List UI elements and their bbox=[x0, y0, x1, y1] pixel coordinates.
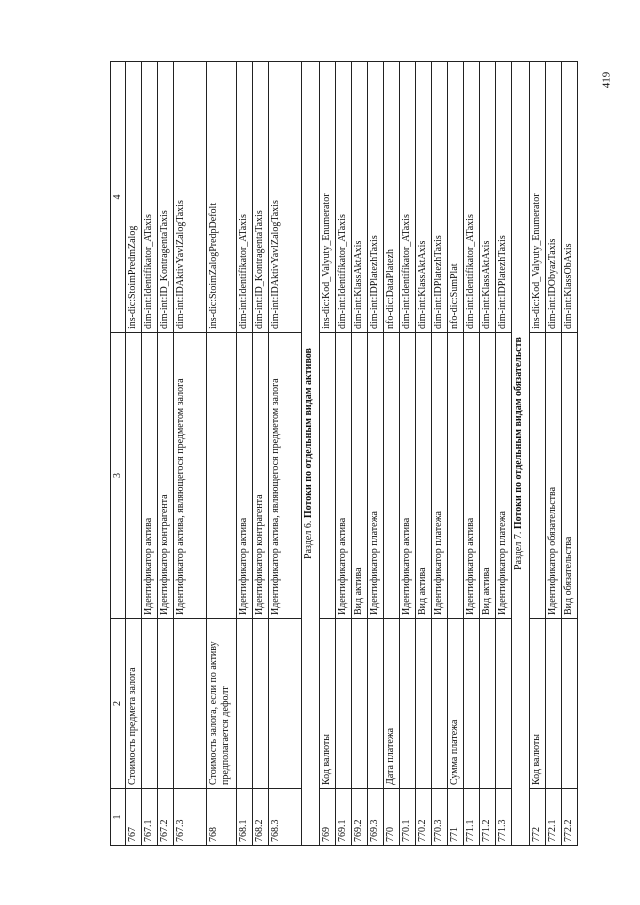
dimension-name: Идентификатор актива bbox=[336, 333, 352, 619]
taxonomy-element: dim-int:IDAktivYavlZalogTaxis bbox=[269, 62, 302, 333]
row-number: 770.1 bbox=[400, 789, 416, 846]
row-number: 770.3 bbox=[432, 789, 448, 846]
indicator-name bbox=[416, 619, 432, 789]
taxonomy-element: nfo-dic:DataPlatezh bbox=[384, 62, 400, 333]
row-number: 772.2 bbox=[562, 789, 578, 846]
dimension-name bbox=[126, 333, 142, 619]
row-number: 768.3 bbox=[269, 789, 302, 846]
row-number: 768.2 bbox=[253, 789, 269, 846]
table-row bbox=[400, 62, 416, 846]
taxonomy-element: dim-int:IDPlatezhTaxis bbox=[496, 62, 512, 333]
table-row bbox=[352, 62, 368, 846]
dimension-name: Идентификатор платежа bbox=[432, 333, 448, 619]
table-body bbox=[111, 62, 578, 846]
dimension-name: Идентификатор платежа bbox=[368, 333, 384, 619]
indicator-name bbox=[253, 619, 269, 789]
indicator-name bbox=[237, 619, 253, 789]
row-number: 767.1 bbox=[142, 789, 158, 846]
indicator-name bbox=[352, 619, 368, 789]
taxonomy-element: dim-int:Identifikator_ATaxis bbox=[400, 62, 416, 333]
table-row bbox=[432, 62, 448, 846]
dimension-name: Идентификатор актива bbox=[400, 333, 416, 619]
taxonomy-element: dim-int:KlassAktAxis bbox=[480, 62, 496, 333]
taxonomy-element: dim-int:ID_KontragentaTaxis bbox=[253, 62, 269, 333]
taxonomy-element: nfo-dic:SumPlat bbox=[448, 62, 464, 333]
row-number: 770 bbox=[384, 789, 400, 846]
page-number bbox=[596, 60, 616, 100]
row-number: 772 bbox=[530, 789, 546, 846]
page-number-text: 419 bbox=[600, 71, 612, 89]
taxonomy-element: dim-int:ID_KontragentaTaxis bbox=[158, 62, 174, 333]
indicator-name bbox=[142, 619, 158, 789]
indicator-name: Сумма платежа bbox=[448, 619, 464, 789]
attribute-table bbox=[110, 61, 578, 846]
indicator-name bbox=[562, 619, 578, 789]
table-row bbox=[253, 62, 269, 846]
indicator-name bbox=[158, 619, 174, 789]
indicator-name bbox=[336, 619, 352, 789]
dimension-name: Вид актива bbox=[416, 333, 432, 619]
row-number: 769 bbox=[320, 789, 336, 846]
table-row bbox=[126, 62, 142, 846]
section-prefix: Раздел 7. bbox=[513, 529, 524, 570]
indicator-name bbox=[174, 619, 207, 789]
indicator-name bbox=[546, 619, 562, 789]
table-row bbox=[464, 62, 480, 846]
row-number: 769.3 bbox=[368, 789, 384, 846]
taxonomy-element: dim-int:Identifikator_ATaxis bbox=[142, 62, 158, 333]
taxonomy-element: dim-int:KlassAktAxis bbox=[352, 62, 368, 333]
table-row bbox=[336, 62, 352, 846]
table-row bbox=[269, 62, 302, 846]
table-row bbox=[546, 62, 562, 846]
header-col-1: 1 bbox=[111, 789, 126, 846]
indicator-name: Стоимость залога, если по активу предполагается дефолт bbox=[207, 619, 237, 789]
taxonomy-element: dim-int:Identifikator_ATaxis bbox=[237, 62, 253, 333]
section-name: Потоки по отдельным видам активов bbox=[303, 348, 314, 519]
taxonomy-element: dim-int:IDPlatezhTaxis bbox=[432, 62, 448, 333]
taxonomy-element: ins-dic:Kod_Valyuty_Enumerator bbox=[320, 62, 336, 333]
table-row bbox=[320, 62, 336, 846]
table-row bbox=[562, 62, 578, 846]
dimension-name: Идентификатор актива, являющегося предметом залога bbox=[174, 333, 207, 619]
taxonomy-element: dim-int:IDObyazTaxis bbox=[546, 62, 562, 333]
dimension-name: Вид актива bbox=[480, 333, 496, 619]
row-number: 769.2 bbox=[352, 789, 368, 846]
table-row bbox=[158, 62, 174, 846]
dimension-name: Идентификатор актива bbox=[237, 333, 253, 619]
table-row bbox=[480, 62, 496, 846]
taxonomy-element: ins-dic:StoimZalogPredpDefolt bbox=[207, 62, 237, 333]
row-number: 772.1 bbox=[546, 789, 562, 846]
dimension-name: Идентификатор контрагента bbox=[253, 333, 269, 619]
indicator-name: Код валюты bbox=[320, 619, 336, 789]
indicator-name: Код валюты bbox=[530, 619, 546, 789]
taxonomy-element: dim-int:Identifikator_ATaxis bbox=[464, 62, 480, 333]
dimension-name: Идентификатор контрагента bbox=[158, 333, 174, 619]
row-number: 771.1 bbox=[464, 789, 480, 846]
taxonomy-element: ins-dic:Kod_Valyuty_Enumerator bbox=[530, 62, 546, 333]
row-number: 768 bbox=[207, 789, 237, 846]
table-row bbox=[448, 62, 464, 846]
header-col-2: 2 bbox=[111, 619, 126, 789]
table-row bbox=[174, 62, 207, 846]
dimension-name bbox=[448, 333, 464, 619]
dimension-name bbox=[384, 333, 400, 619]
header-col-4: 4 bbox=[111, 62, 126, 333]
rotated-table-container bbox=[110, 62, 580, 846]
indicator-name bbox=[496, 619, 512, 789]
dimension-name bbox=[530, 333, 546, 619]
indicator-name bbox=[400, 619, 416, 789]
dimension-name bbox=[207, 333, 237, 619]
indicator-name: Стоимость предмета залога bbox=[126, 619, 142, 789]
indicator-name: Дата платежа bbox=[384, 619, 400, 789]
taxonomy-element: dim-int:IDPlatezhTaxis bbox=[368, 62, 384, 333]
row-number: 769.1 bbox=[336, 789, 352, 846]
dimension-name: Идентификатор актива bbox=[464, 333, 480, 619]
dimension-name: Идентификатор обязательства bbox=[546, 333, 562, 619]
row-number: 767.2 bbox=[158, 789, 174, 846]
row-number: 768.1 bbox=[237, 789, 253, 846]
table-row bbox=[368, 62, 384, 846]
taxonomy-element: dim-int:KlassObAxis bbox=[562, 62, 578, 333]
section-name: Потоки по отдельным видам обязательств bbox=[513, 337, 524, 530]
table-row bbox=[142, 62, 158, 846]
taxonomy-element: ins-dic:StoimPredmZalog bbox=[126, 62, 142, 333]
dimension-name: Вид актива bbox=[352, 333, 368, 619]
row-number: 771 bbox=[448, 789, 464, 846]
table-header-row bbox=[111, 62, 126, 846]
section-prefix: Раздел 6. bbox=[303, 518, 314, 559]
row-number: 771.3 bbox=[496, 789, 512, 846]
taxonomy-element: dim-int:Identifikator_ATaxis bbox=[336, 62, 352, 333]
table-row bbox=[237, 62, 253, 846]
table-row bbox=[207, 62, 237, 846]
row-number: 767 bbox=[126, 789, 142, 846]
row-number: 767.3 bbox=[174, 789, 207, 846]
dimension-name: Идентификатор платежа bbox=[496, 333, 512, 619]
section-row bbox=[512, 62, 530, 846]
section-row bbox=[302, 62, 320, 846]
taxonomy-element: dim-int:KlassAktAxis bbox=[416, 62, 432, 333]
indicator-name bbox=[368, 619, 384, 789]
section-title bbox=[302, 62, 320, 846]
table-row bbox=[530, 62, 546, 846]
indicator-name bbox=[432, 619, 448, 789]
indicator-name bbox=[269, 619, 302, 789]
dimension-name: Идентификатор актива bbox=[142, 333, 158, 619]
dimension-name: Вид обязательства bbox=[562, 333, 578, 619]
taxonomy-element: dim-int:IDAktivYavlZalogTaxis bbox=[174, 62, 207, 333]
table-row bbox=[416, 62, 432, 846]
row-number: 771.2 bbox=[480, 789, 496, 846]
section-title bbox=[512, 62, 530, 846]
indicator-name bbox=[464, 619, 480, 789]
dimension-name: Идентификатор актива, являющегося предметом залога bbox=[269, 333, 302, 619]
table-row bbox=[384, 62, 400, 846]
dimension-name bbox=[320, 333, 336, 619]
indicator-name bbox=[480, 619, 496, 789]
header-col-3: 3 bbox=[111, 333, 126, 619]
table-row bbox=[496, 62, 512, 846]
row-number: 770.2 bbox=[416, 789, 432, 846]
